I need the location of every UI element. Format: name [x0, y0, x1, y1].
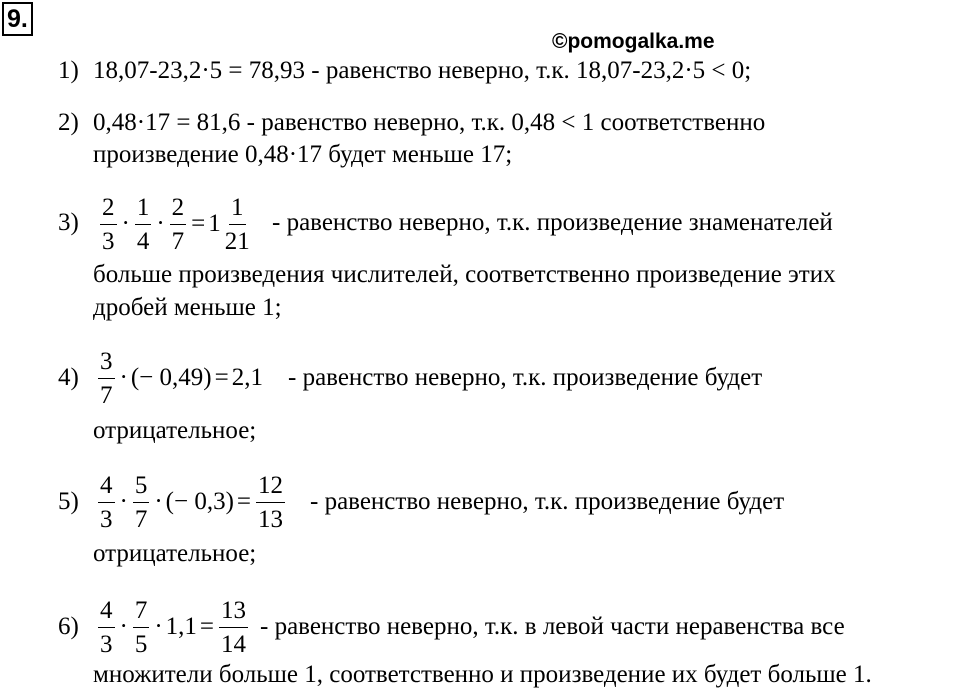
- item-6-text: - равенство неверно, т.к. в левой части неравенства все: [260, 613, 845, 640]
- item-3-text: - равенство неверно, т.к. произведение знаменателей: [272, 209, 833, 236]
- fraction: $\frac{4}{3}$: [100, 596, 113, 658]
- item-4-label: 4): [58, 364, 79, 391]
- item-5-line-1: отрицательное;: [93, 540, 257, 567]
- item-3-line-1: больше произведения числителей, соответственно произведение этих: [93, 261, 836, 288]
- fraction: $\frac{4}{3}$: [100, 471, 113, 533]
- watermark: ©pomogalka.me: [552, 30, 715, 53]
- item-3-line-2: дробей меньше 1;: [93, 294, 282, 321]
- item-3-label: 3): [58, 209, 79, 236]
- item-1-label: 1): [58, 57, 79, 84]
- fraction: $\frac{12}{13}$: [258, 471, 284, 533]
- item-1-line-1: 18,07-23,2·5 = 78,93 - равенство неверно, т.к. 18,07-23,2·5 < 0;: [93, 57, 752, 84]
- item-5-text: - равенство неверно, т.к. произведение будет: [310, 488, 785, 515]
- item-2-line-2: произведение 0,48·17 будет меньше 17;: [93, 141, 513, 168]
- item-6-label: 6): [58, 613, 79, 640]
- fraction: $\frac{2}{3}$: [102, 193, 115, 255]
- fraction: $\frac{2}{7}$: [171, 193, 185, 255]
- fraction: $\frac{3}{7}$: [100, 347, 113, 409]
- task-number: 9.: [2, 2, 33, 36]
- item-6-line-1: множители больше 1, соответственно и произведение их будет больше 1.: [93, 661, 872, 688]
- fraction: $\frac{1}{21}$: [224, 193, 250, 255]
- item-5-formula: $\frac{4}{3}$ · $\frac{5}{7}$ · (− 0,3) = $\frac{12}{13}$: [100, 471, 284, 533]
- fraction: $\frac{1}{4}$: [136, 193, 150, 255]
- item-2-label: 2): [58, 109, 79, 136]
- fraction: $\frac{5}{7}$: [134, 471, 148, 533]
- fraction: $\frac{13}{14}$: [221, 596, 247, 658]
- item-4-text: - равенство неверно, т.к. произведение будет: [288, 364, 763, 391]
- item-4-formula: $\frac{3}{7}$ · (− 0,49) = 2,1: [100, 347, 263, 409]
- item-5-label: 5): [58, 488, 79, 515]
- item-6-formula: $\frac{4}{3}$ · $\frac{7}{5}$ · 1,1 = $\frac{13}{14}$: [100, 596, 247, 658]
- item-4-line-1: отрицательное;: [93, 417, 257, 444]
- fraction: $\frac{7}{5}$: [134, 596, 148, 658]
- item-3-formula: $\frac{2}{3}$ · $\frac{1}{4}$ · $\frac{2}{7}$ = 1 $\frac{1}{21}$: [102, 193, 250, 255]
- item-2-line-1: 0,48·17 = 81,6 - равенство неверно, т.к. 0,48 < 1 соответственно: [93, 109, 766, 136]
